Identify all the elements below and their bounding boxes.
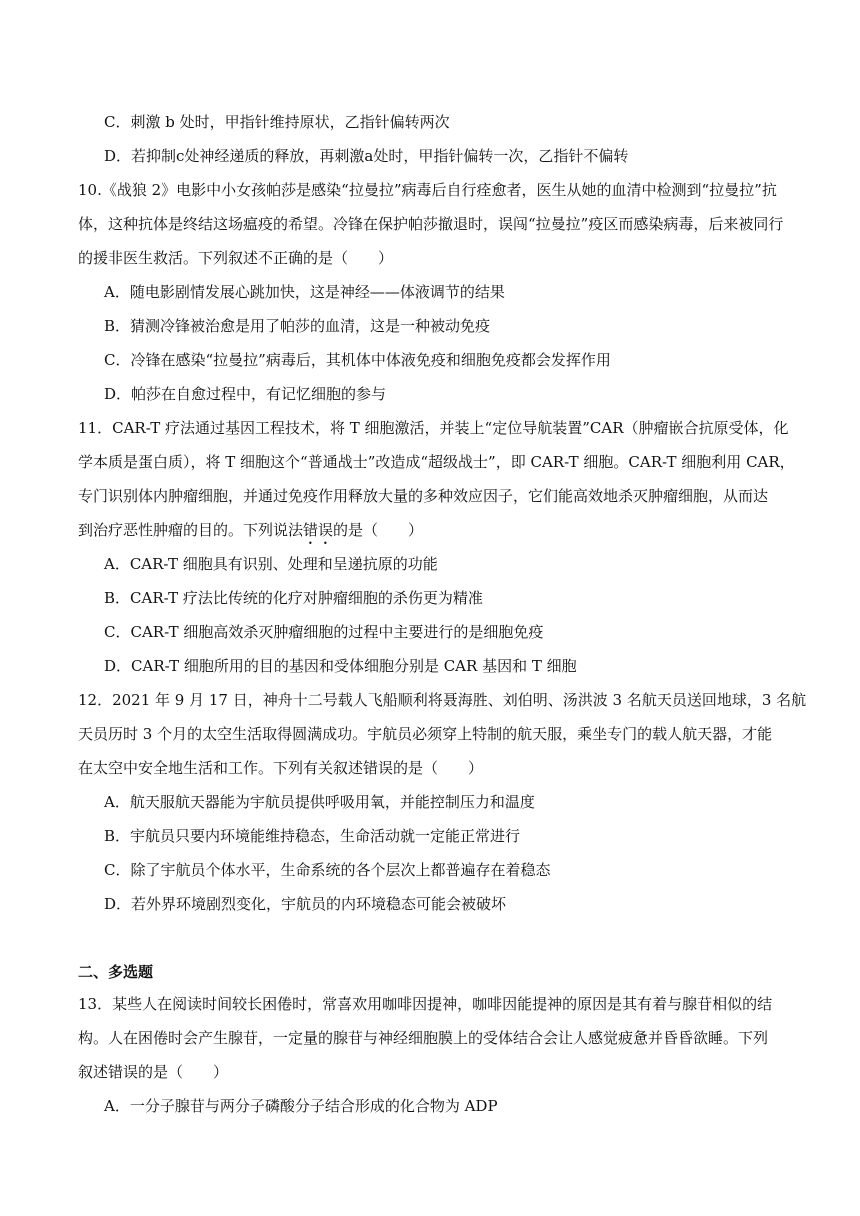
q11-stem-line-3: 专门识别体内肿瘤细胞，并通过免疫作用释放大量的多种效应因子，它们能高效地杀灭肿瘤细胞，从而达 [78,487,769,505]
section-title-multiple-choice: 二、多选题 [78,963,154,981]
q12-stem-line-1: 12．2021 年 9 月 17 日，神舟十二号载人飞船顺利将聂海胜、刘伯明、汤洪波 3 名航天员送回地球，3 名航 [78,691,807,709]
q13-option-a: A．一分子腺苷与两分子磷酸分子结合形成的化合物为 ADP [104,1097,498,1115]
q9-option-c: C．刺激 b 处时，甲指针维持原状，乙指针偏转两次 [104,113,450,131]
q11-stem-line-1: 11．CAR-T 疗法通过基因工程技术，将 T 细胞激活，并装上“定位导航装置”CAR（肿瘤嵌合抗原受体，化 [78,419,789,437]
q10-option-b: B．猜测冷锋被治愈是用了帕莎的血清，这是一种被动免疫 [104,317,491,335]
q12-option-d: D．若外界环境剧烈变化，宇航员的内环境稳态可能会被破坏 [104,895,507,913]
q13-stem-line-1: 13．某些人在阅读时间较长困倦时，常喜欢用咖啡因提神，咖啡因能提神的原因是其有着与腺苷相似的结 [78,995,773,1013]
q11-option-a: A．CAR-T 细胞具有识别、处理和呈递抗原的功能 [104,555,438,573]
q11-stem-text-before: 到治疗恶性肿瘤的目的。下列说法 [78,521,304,539]
q10-stem-line-3: 的援非医生救活。下列叙述不正确的是（ ） [78,249,394,267]
q10-option-c: C．冷锋在感染“拉曼拉”病毒后，其机体中体液免疫和细胞免疫都会发挥作用 [104,351,611,369]
q11-option-d: D．CAR-T 细胞所用的目的基因和受体细胞分别是 CAR 基因和 T 细胞 [104,657,577,675]
q9-option-d: D．若抑制c处神经递质的释放，再刺激a处时，甲指针偏转一次，乙指针不偏转 [104,147,629,165]
q11-stem-text-after: 的是（ ） [333,521,424,539]
q10-option-a: A．随电影剧情发展心跳加快，这是神经——体液调节的结果 [104,283,505,301]
q13-stem-line-2: 构。人在困倦时会产生腺苷，一定量的腺苷与神经细胞膜上的受体结合会让人感觉疲惫并昏昏欲睡。下列 [78,1029,769,1047]
q12-option-b: B．宇航员只要内环境能维持稳态，生命活动就一定能正常进行 [104,827,521,845]
q12-stem-line-2: 天员历时 3 个月的太空生活取得圆满成功。宇航员必须穿上特制的航天服，乘坐专门的载人航天器，才能 [78,725,773,743]
q10-stem-line-1: 10.《战狼 2》电影中小女孩帕莎是感染“拉曼拉”病毒后自行痊愈者，医生从她的血清中检测到“拉曼拉”抗 [78,181,777,199]
q10-stem-line-2: 体，这种抗体是终结这场瘟疫的希望。冷锋在保护帕莎撤退时，误闯“拉曼拉”疫区而感染病毒，后来被同行 [78,215,784,233]
q12-option-a: A．航天服航天器能为宇航员提供呼吸用氧，并能控制压力和温度 [104,793,535,811]
q11-stem-line-4 [78,520,423,548]
q10-option-d: D．帕莎在自愈过程中，有记忆细胞的参与 [104,385,387,403]
q11-option-c: C．CAR-T 细胞高效杀灭肿瘤细胞的过程中主要进行的是细胞免疫 [104,623,544,641]
q11-stem-line-2: 学本质是蛋白质），将 T 细胞这个“普通战士”改造成“超级战士”，即 CAR-T 细胞。CAR-T 细胞利用 CAR， [78,453,795,471]
q12-stem-line-3: 在太空中安全地生活和工作。下列有关叙述错误的是（ ） [78,759,484,777]
q11-option-b: B．CAR-T 疗法比传统的化疗对肿瘤细胞的杀伤更为精准 [104,589,483,607]
q11-emphasis-word: 错误 [303,521,334,539]
q13-stem-line-3: 叙述错误的是（ ） [78,1063,229,1081]
q12-option-c: C．除了宇航员个体水平，生命系统的各个层次上都普遍存在着稳态 [104,861,551,879]
